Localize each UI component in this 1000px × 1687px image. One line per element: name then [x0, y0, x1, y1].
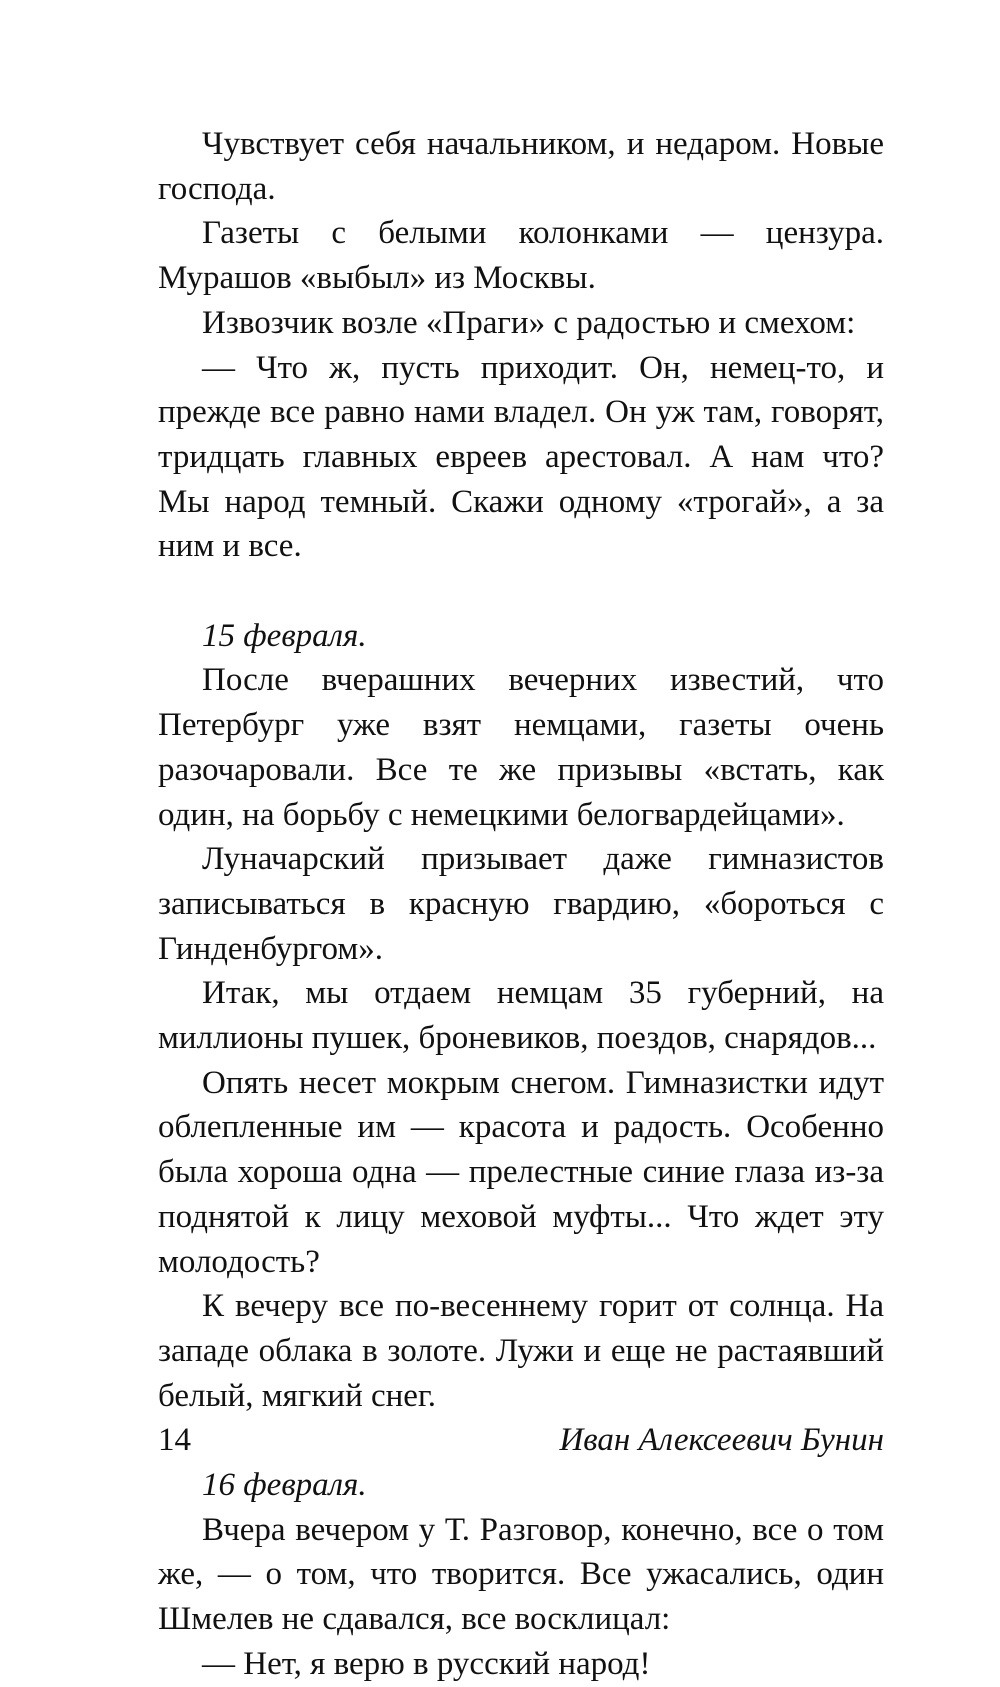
paragraph: После вчерашних вечерних известий, что Петербург уже взят немцами, газеты очень разочаровали. Все те же призывы «встать, как один, на борьбу с немецкими белогвардейцами». — [158, 662, 884, 833]
paragraph: Итак, мы отдаем немцам 35 губерний, на миллионы пушек, броневиков, поездов, снарядов... — [158, 975, 884, 1057]
entry-date: 15 февраля. — [202, 617, 367, 654]
paragraph: Газеты с белыми колонками — цензура. Мурашов «выбыл» из Москвы. — [158, 215, 884, 297]
page-number: 14 — [158, 1422, 191, 1458]
paragraph: — Что ж, пусть приходит. Он, немец-то, и прежде все равно нами владел. Он уж там, говорят, тридцать главных евреев арестовал. А нам что? Мы народ темный. Скажи одному «трогай», а за ним и все. — [158, 349, 884, 565]
entry-date: 16 февраля. — [202, 1467, 367, 1504]
paragraph: — Нет, я верю в русский народ! — [202, 1645, 651, 1682]
paragraph: Вчера вечером у Т. Разговор, конечно, все о том же, — о том, что творится. Все ужасались, один Шмелев не сдавался, все восклицал: — [158, 1511, 884, 1638]
paragraph: К вечеру все по-весеннему горит от солнца. На западе облака в золоте. Лужи и еще не растаявший белый, мягкий снег. — [158, 1288, 884, 1414]
paragraph: Извозчик возле «Праги» с радостью и смехом: — [202, 304, 856, 341]
paragraph: Луначарский призывает даже гимназистов записываться в красную гвардию, «бороться с Гинденбургом». — [158, 841, 884, 967]
paragraph: Опять несет мокрым снегом. Гимназистки идут облепленные им — красота и радость. Особенно была хороша одна — прелестные синие глаза из-за поднятой к лицу меховой муфты... Что ждет эту молодость? — [158, 1064, 884, 1280]
running-footer-author: Иван Алексеевич Бунин — [559, 1422, 884, 1458]
paragraph: Чувствует себя начальником, и недаром. Новые господа. — [158, 126, 884, 207]
